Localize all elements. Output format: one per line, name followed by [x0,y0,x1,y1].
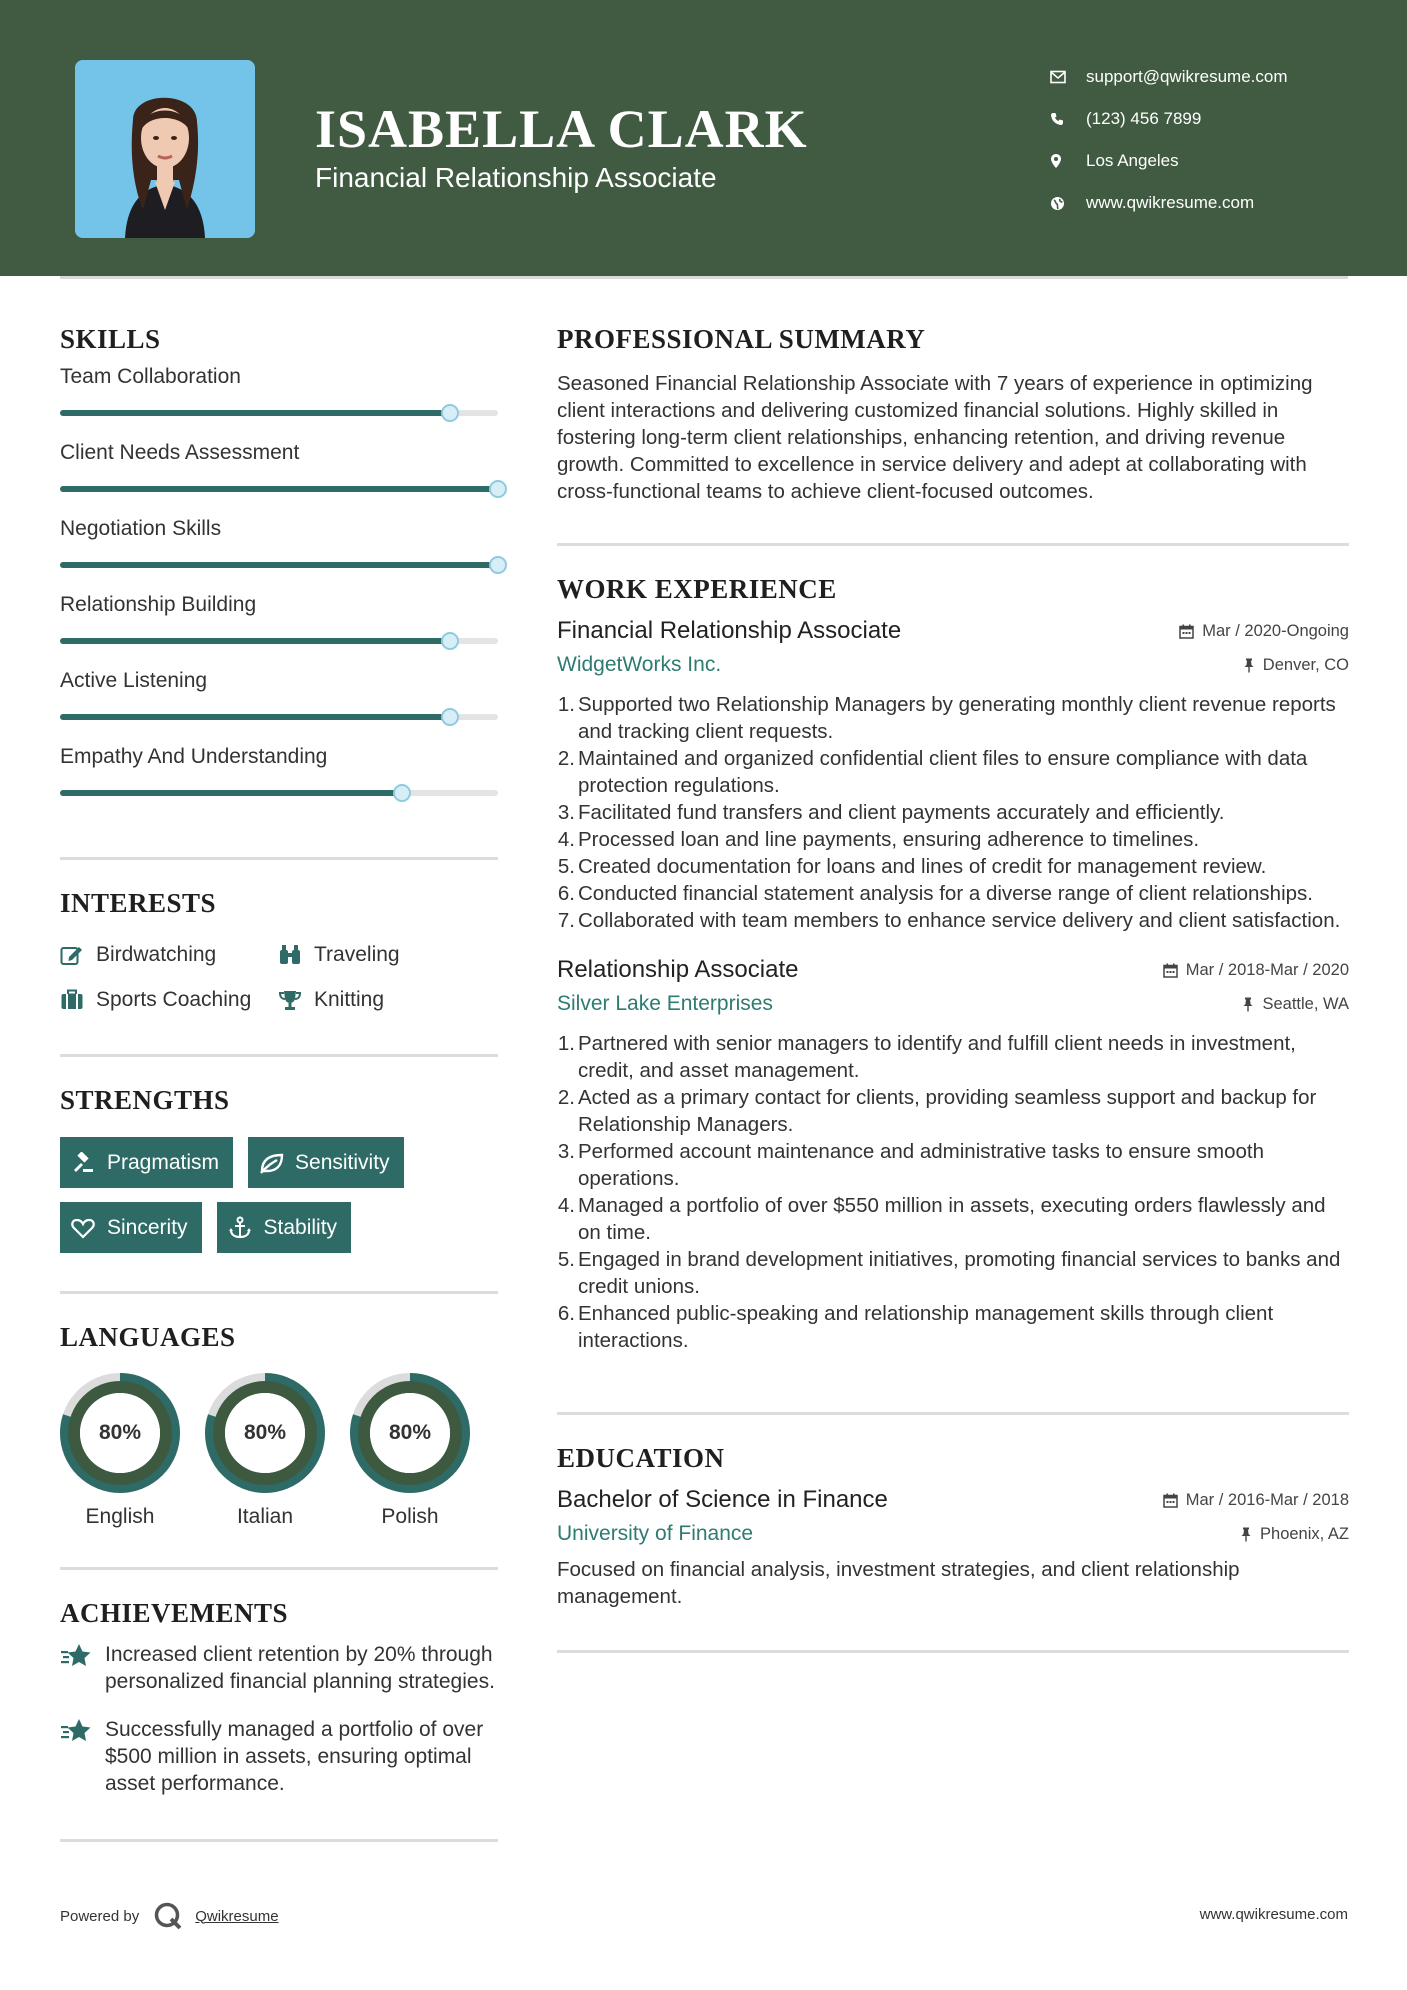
pushpin-icon [1242,997,1254,1012]
skill-bar [60,790,498,796]
language-percent: 80% [388,1421,432,1444]
skill-bar-fill [60,562,498,568]
language-ring [205,1373,325,1493]
section-divider [557,1650,1349,1653]
skill-bar-fill [60,638,450,644]
duty-item: 5. Created documentation for loans and lines of credit for management review. [557,855,1267,878]
degree-title: Bachelor of Science in Finance [557,1486,888,1513]
education-entry [557,1486,1349,1610]
skill-bar [60,410,498,416]
language-item [350,1373,470,1529]
section-divider [60,1567,498,1570]
skill-bar [60,638,498,644]
duty-item: 3. Facilitated fund transfers and client payments accurately and efficiently. [557,801,1225,824]
education-location-text: Phoenix, AZ [1260,1524,1349,1543]
binoculars-icon [278,944,314,966]
duty-item: 1. Partnered with senior managers to identify and fulfill client needs in investment, credit, and asset management. [557,1032,1296,1082]
skill-label: Active Listening [60,669,208,692]
summary-heading: PROFESSIONAL SUMMARY [557,324,926,354]
duty-item: 4. Managed a portfolio of over $550 million in assets, executing orders flawlessly and on time. [557,1194,1326,1244]
language-item [60,1373,180,1529]
candidate-title: Financial Relationship Associate [315,162,717,193]
qwikresume-logo-icon [153,1901,183,1931]
skill-bar-knob [441,632,459,650]
language-percent: 80% [243,1421,287,1444]
job-location-text: Denver, CO [1262,655,1349,674]
skill-bar [60,486,498,492]
skills-list [60,365,498,821]
skill-bar-knob [393,784,411,802]
language-name: English [85,1505,155,1528]
skill-label: Relationship Building [60,593,257,616]
qwikresume-link[interactable]: Qwikresume [195,1907,279,1925]
skill-label: Negotiation Skills [60,517,222,540]
skill-label: Team Collaboration [60,365,241,388]
duty-item: 1. Supported two Relationship Managers by generating monthly client revenue reports and tracking client requests. [557,693,1336,743]
strength-label: Sensitivity [295,1150,390,1174]
languages-list [60,1373,498,1529]
calendar-icon [1163,1493,1178,1508]
job-duties [557,1030,1349,1354]
trophy-icon [278,989,314,1011]
contact-website-text: www.qwikresume.com [1086,193,1255,212]
interest-label: Sports Coaching [96,988,252,1011]
job-dates [1179,622,1349,641]
skill-bar-fill [60,790,402,796]
language-ring [60,1373,180,1493]
interest-item [60,986,278,1014]
skill-bar [60,714,498,720]
footer-website[interactable]: www.qwikresume.com [1199,1906,1348,1923]
education-heading: EDUCATION [557,1443,725,1473]
star-icon [60,1641,105,1695]
language-item [205,1373,325,1529]
education-subheader [557,1522,1349,1546]
section-divider [60,857,498,860]
job-entry [557,617,1349,934]
strength-chip [60,1202,202,1253]
job-dates [1163,961,1349,980]
duty-item: 6. Conducted financial statement analysis for a diverse range of client relationships. [557,882,1313,905]
phone-icon [1050,112,1086,126]
language-percent: 80% [98,1421,142,1444]
achievements-list [60,1641,498,1797]
right-column [557,300,1349,1653]
language-ring [350,1373,470,1493]
achievement-text: Successfully managed a portfolio of over $500 million in assets, ensuring optimal asset performance. [105,1718,484,1795]
skill-item [60,593,498,669]
education-header [557,1486,1349,1514]
language-name: Polish [381,1505,439,1528]
contact-email[interactable] [1050,56,1380,98]
candidate-name: ISABELLA CLARK [315,99,808,159]
left-column [60,300,498,1842]
footer-powered-by [60,1901,279,1931]
pushpin-icon [1240,1527,1252,1542]
achievement-item [60,1641,498,1695]
interests-list [60,941,498,1014]
contact-phone[interactable] [1050,98,1380,140]
job-entry [557,956,1349,1354]
contact-location [1050,140,1380,182]
skill-bar-knob [489,556,507,574]
interest-label: Birdwatching [96,943,217,966]
anchor-icon [228,1216,264,1240]
interest-item [60,941,278,969]
strength-chip [217,1202,352,1253]
globe-icon [1050,196,1086,211]
achievements-heading: ACHIEVEMENTS [60,1598,289,1628]
briefcase-icon [60,989,96,1011]
leaf-icon [259,1152,295,1174]
duty-item: 4. Processed loan and line payments, ensuring adherence to timelines. [557,828,1200,851]
contact-location-text: Los Angeles [1086,151,1179,170]
pushpin-icon [1243,658,1255,673]
strength-chip [60,1137,233,1188]
job-location [1243,656,1349,675]
summary-text: Seasoned Financial Relationship Associate with 7 years of experience in optimizing client interactions and delivering customized financial solutions. Highly skilled in fostering long-term client relationships, enhancing retention, and driving revenue growth. Committed to excellence in service delivery and adept at collaborating with cross-functional teams to achieve client-focused outcomes. [557,372,1313,503]
duty-item: 6. Enhanced public-speaking and relationship management skills through client interactions. [557,1302,1274,1352]
skill-item [60,517,498,593]
job-dates-text: Mar / 2020-Ongoing [1202,621,1349,640]
interest-item [278,986,498,1014]
edit-icon [60,944,96,966]
duty-item: 2. Acted as a primary contact for clients, providing seamless support and backup for Relationship Managers. [557,1086,1317,1136]
job-title: Financial Relationship Associate [557,617,902,644]
skill-label: Empathy And Understanding [60,745,328,768]
contact-phone-text: (123) 456 7899 [1086,109,1202,128]
strength-label: Stability [263,1215,338,1239]
interests-heading: INTERESTS [60,888,217,918]
job-subheader [557,653,1349,677]
interest-item [278,941,498,969]
education-dates-text: Mar / 2016-Mar / 2018 [1185,1490,1349,1509]
experience-heading: WORK EXPERIENCE [557,574,837,604]
languages-heading: LANGUAGES [60,1322,236,1352]
skill-bar-fill [60,714,450,720]
map-pin-icon [1050,153,1086,169]
job-duties [557,691,1349,934]
powered-by-label: Powered by [60,1907,140,1925]
job-location-text: Seattle, WA [1262,994,1349,1013]
heart-icon [71,1217,107,1239]
contact-email-text: support@qwikresume.com [1086,67,1288,86]
skill-bar-knob [441,404,459,422]
skill-item [60,745,498,821]
education-description: Focused on financial analysis, investment strategies, and client relationship management. [557,1558,1240,1608]
skill-bar-fill [60,486,498,492]
achievement-item [60,1716,498,1797]
skill-item [60,441,498,517]
company-name: WidgetWorks Inc. [557,653,722,676]
section-divider [557,543,1349,546]
contact-website[interactable] [1050,182,1380,224]
section-divider [60,1054,498,1057]
duty-item: 3. Performed account maintenance and administrative tasks to ensure smooth operations. [557,1140,1264,1190]
skill-bar-knob [441,708,459,726]
duty-item: 7. Collaborated with team members to enhance service delivery and client satisfaction. [557,909,1341,932]
skill-bar-knob [489,480,507,498]
resume-header [0,0,1407,276]
interest-label: Knitting [314,988,385,1011]
education-location [1240,1525,1349,1544]
header-divider [60,276,1348,279]
gavel-icon [71,1152,107,1174]
strength-label: Sincerity [107,1215,188,1239]
duty-item: 2. Maintained and organized confidential client files to ensure compliance with data protection regulations. [557,747,1308,797]
person-avatar-icon [75,60,255,238]
skill-bar [60,562,498,568]
contact-list [1050,56,1380,224]
job-subheader [557,992,1349,1016]
section-divider [557,1412,1349,1415]
language-name: Italian [236,1505,294,1528]
school-name: University of Finance [557,1522,754,1545]
skill-label: Client Needs Assessment [60,441,300,464]
strength-chip [248,1137,404,1188]
strengths-list [60,1137,498,1253]
skill-item [60,365,498,441]
job-location [1242,995,1349,1014]
strength-label: Pragmatism [107,1150,220,1174]
skill-item [60,669,498,745]
skills-heading: SKILLS [60,324,161,354]
job-title: Relationship Associate [557,956,799,983]
duty-item: 5. Engaged in brand development initiatives, promoting financial services to banks and credit unions. [557,1248,1341,1298]
calendar-icon [1179,624,1194,639]
section-divider [60,1291,498,1294]
achievement-text: Increased client retention by 20% through personalized financial planning strategies. [105,1643,495,1693]
star-icon [60,1716,105,1797]
section-divider [60,1839,498,1842]
profile-photo [75,60,255,238]
education-dates [1163,1491,1349,1510]
strengths-heading: STRENGTHS [60,1085,230,1115]
interest-label: Traveling [314,943,400,966]
job-header [557,617,1349,645]
job-header [557,956,1349,984]
job-dates-text: Mar / 2018-Mar / 2020 [1185,960,1349,979]
company-name: Silver Lake Enterprises [557,992,773,1015]
skill-bar-fill [60,410,450,416]
envelope-icon [1050,70,1086,84]
calendar-icon [1163,963,1178,978]
